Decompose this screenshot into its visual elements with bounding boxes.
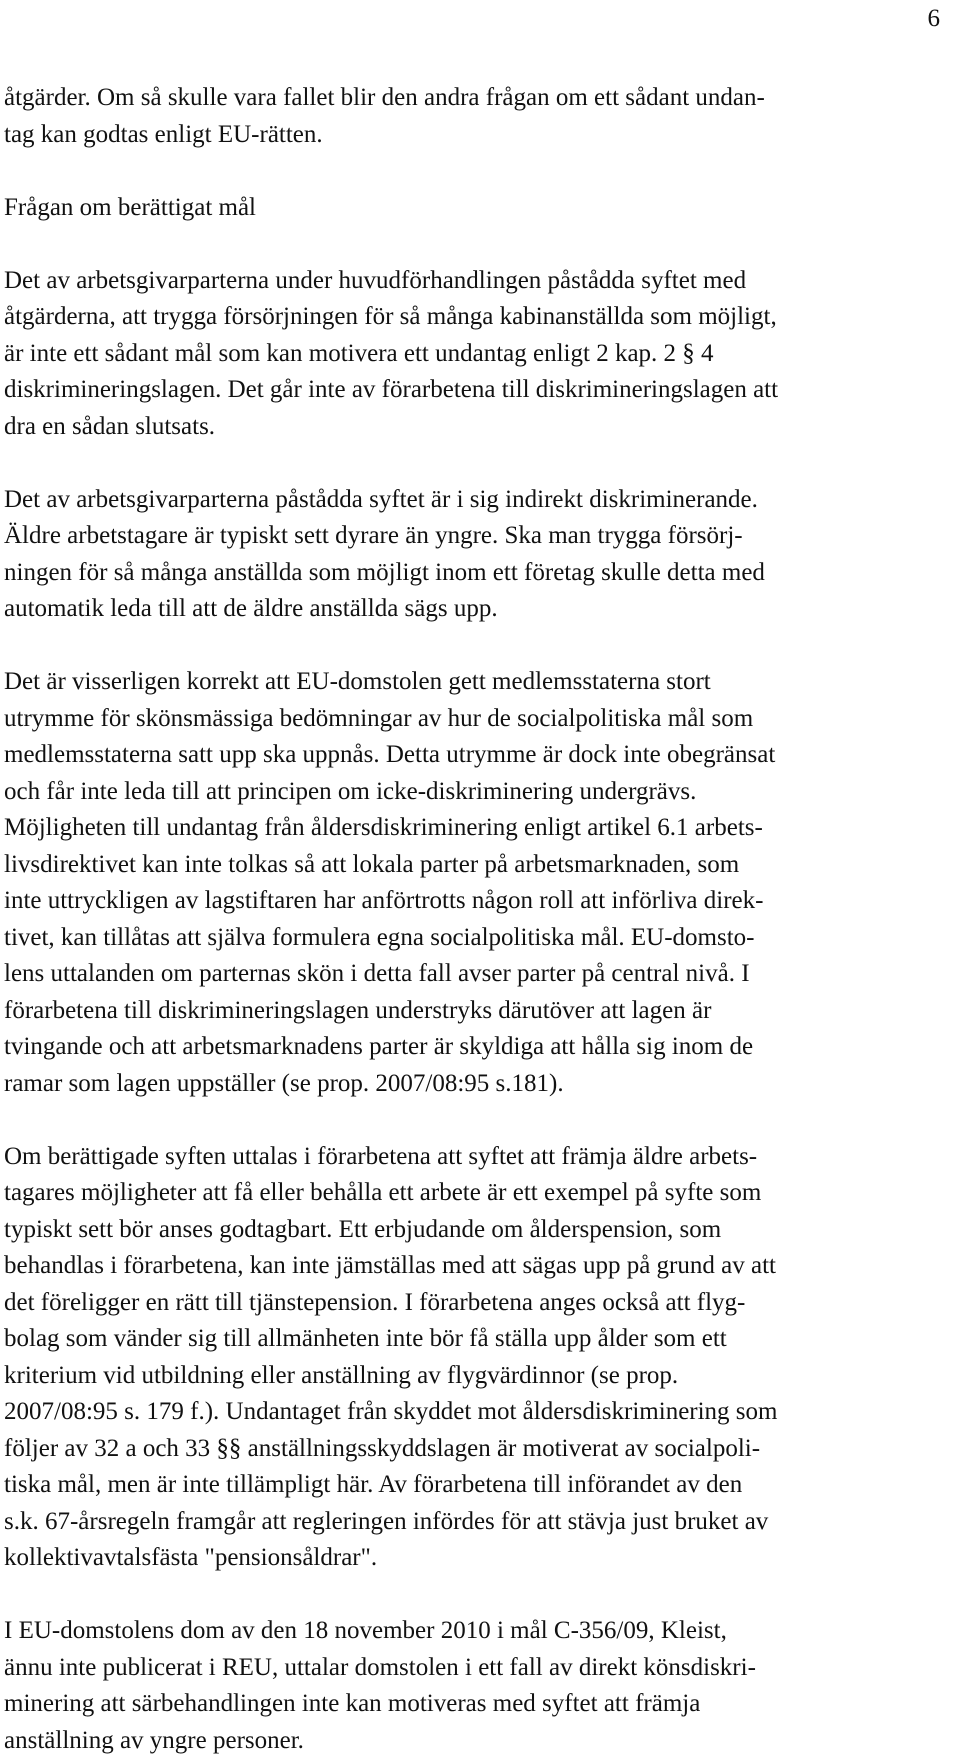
text-line: Frågan om berättigat mål	[4, 190, 934, 227]
text-line: Det är visserligen korrekt att EU-domstolen gett medlemsstaterna stort	[4, 664, 934, 701]
paragraph-gap	[4, 1102, 934, 1139]
text-line: är inte ett sådant mål som kan motivera ett undantag enligt 2 kap. 2 § 4	[4, 336, 934, 373]
text-line: och får inte leda till att principen om icke-diskriminering undergrävs.	[4, 774, 934, 811]
text-line: s.k. 67-årsregeln framgår att regleringen infördes för att stävja just bruket av	[4, 1504, 934, 1541]
text-line: åtgärder. Om så skulle vara fallet blir den andra frågan om ett sådant undan-	[4, 80, 934, 117]
paragraph-gap	[4, 153, 934, 190]
paragraph	[4, 263, 934, 446]
text-line: ningen för så många anställda som möjligt inom ett företag skulle detta med	[4, 555, 934, 592]
text-line: tagares möjligheter att få eller behålla ett arbete är ett exempel på syfte som	[4, 1175, 934, 1212]
paragraph-gap	[4, 445, 934, 482]
text-line: följer av 32 a och 33 §§ anställningsskyddslagen är motiverat av socialpoli-	[4, 1431, 934, 1468]
text-line: förarbetena till diskrimineringslagen understryks därutöver att lagen är	[4, 993, 934, 1030]
paragraph-gap	[4, 628, 934, 665]
text-line: 2007/08:95 s. 179 f.). Undantaget från skyddet mot åldersdiskriminering som	[4, 1394, 934, 1431]
section-heading	[4, 190, 934, 227]
text-line: diskrimineringslagen. Det går inte av förarbetena till diskrimineringslagen att	[4, 372, 934, 409]
text-line: Det av arbetsgivarparterna påstådda syftet är i sig indirekt diskriminerande.	[4, 482, 934, 519]
text-line: åtgärderna, att trygga försörjningen för så många kabinanställda som möjligt,	[4, 299, 934, 336]
text-line: automatik leda till att de äldre anställda sägs upp.	[4, 591, 934, 628]
text-line: ännu inte publicerat i REU, uttalar domstolen i ett fall av direkt könsdiskri-	[4, 1650, 934, 1687]
text-line: Möjligheten till undantag från åldersdiskriminering enligt artikel 6.1 arbets-	[4, 810, 934, 847]
paragraph	[4, 1613, 934, 1759]
text-line: tag kan godtas enligt EU-rätten.	[4, 117, 934, 154]
text-line: Äldre arbetstagare är typiskt sett dyrare än yngre. Ska man trygga försörj-	[4, 518, 934, 555]
text-line: I EU-domstolens dom av den 18 november 2010 i mål C-356/09, Kleist,	[4, 1613, 934, 1650]
text-line: Det av arbetsgivarparterna under huvudförhandlingen påstådda syftet med	[4, 263, 934, 300]
text-line: utrymme för skönsmässiga bedömningar av hur de socialpolitiska mål som	[4, 701, 934, 738]
text-line: det föreligger en rätt till tjänstepension. I förarbetena anges också att flyg-	[4, 1285, 934, 1322]
text-line: lens uttalanden om parternas skön i detta fall avser parter på central nivå. I	[4, 956, 934, 993]
text-line: livsdirektivet kan inte tolkas så att lokala parter på arbetsmarknaden, som	[4, 847, 934, 884]
text-line: inte uttryckligen av lagstiftaren har anförtrotts någon roll att införliva direk-	[4, 883, 934, 920]
text-line: Om berättigade syften uttalas i förarbetena att syftet att främja äldre arbets-	[4, 1139, 934, 1176]
text-line: tvingande och att arbetsmarknadens parter är skyldiga att hålla sig inom de	[4, 1029, 934, 1066]
text-line: bolag som vänder sig till allmänheten inte bör få ställa upp ålder som ett	[4, 1321, 934, 1358]
paragraph-gap	[4, 1577, 934, 1614]
text-line: ramar som lagen uppställer (se prop. 2007/08:95 s.181).	[4, 1066, 934, 1103]
paragraph	[4, 482, 934, 628]
paragraph	[4, 1139, 934, 1577]
page-number: 6	[928, 4, 941, 34]
text-line: anställning av yngre personer.	[4, 1723, 934, 1759]
text-line: behandlas i förarbetena, kan inte jämställas med att sägas upp på grund av att	[4, 1248, 934, 1285]
paragraph	[4, 80, 934, 153]
text-line: minering att särbehandlingen inte kan motiveras med syftet att främja	[4, 1686, 934, 1723]
text-line: tivet, kan tillåtas att själva formulera egna socialpolitiska mål. EU-domsto-	[4, 920, 934, 957]
paragraph-gap	[4, 226, 934, 263]
paragraph	[4, 664, 934, 1102]
text-line: dra en sådan slutsats.	[4, 409, 934, 446]
text-line: medlemsstaterna satt upp ska uppnås. Detta utrymme är dock inte obegränsat	[4, 737, 934, 774]
text-line: kriterium vid utbildning eller anställning av flygvärdinnor (se prop.	[4, 1358, 934, 1395]
document-body	[4, 80, 934, 1759]
text-line: kollektivavtalsfästa "pensionsåldrar".	[4, 1540, 934, 1577]
text-line: typiskt sett bör anses godtagbart. Ett erbjudande om ålderspension, som	[4, 1212, 934, 1249]
text-line: tiska mål, men är inte tillämpligt här. Av förarbetena till införandet av den	[4, 1467, 934, 1504]
